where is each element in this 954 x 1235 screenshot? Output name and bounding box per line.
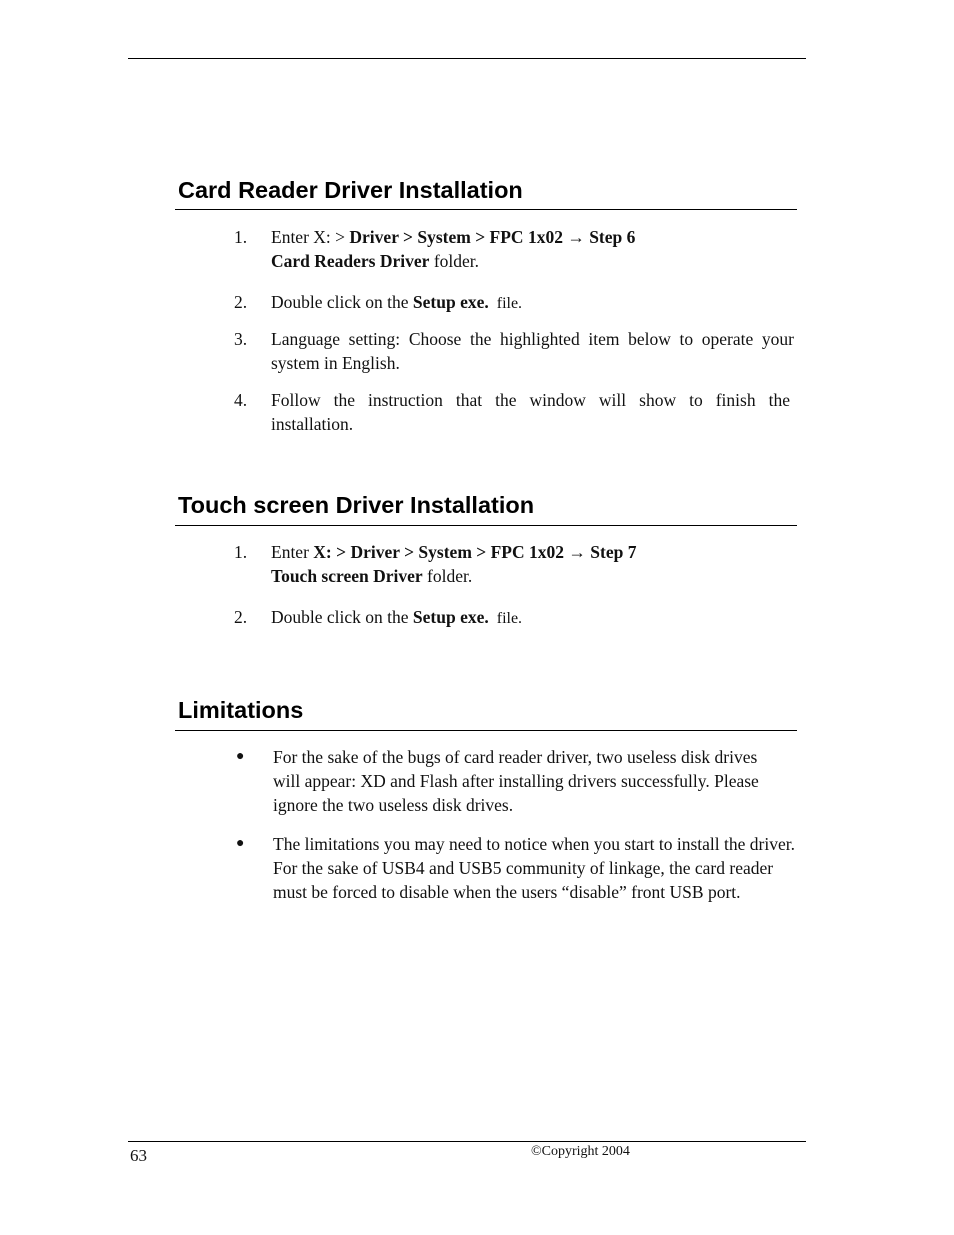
text-segment: file. bbox=[488, 610, 523, 627]
file-name: Setup exe. bbox=[412, 607, 489, 627]
section-title-limitations: Limitations bbox=[178, 697, 304, 723]
text-segment: folder. bbox=[429, 251, 480, 271]
header-rule bbox=[128, 58, 806, 59]
list-text bbox=[271, 540, 636, 588]
footer-rule bbox=[128, 1141, 806, 1142]
path-text: Driver > System > FPC 1x02 → Step 6 bbox=[349, 227, 636, 247]
text-segment: folder. bbox=[422, 566, 473, 586]
section-title-touch-screen: Touch screen Driver Installation bbox=[178, 492, 535, 518]
bullet-text: The limitations you may need to notice when you start to install the driver. For the sake of USB4 and USB5 community of linkage, the card reader must be forced to disable when the users “disable” front USB port. bbox=[273, 834, 795, 902]
bullet-text: For the sake of the bugs of card reader driver, two useless disk drives will appear: XD and Flash after installing drivers successfully. Please ignore the two useless disk drives. bbox=[273, 747, 759, 815]
page-number: 63 bbox=[130, 1146, 147, 1165]
section-rule bbox=[175, 209, 797, 210]
folder-name: Card Readers Driver bbox=[271, 251, 430, 271]
text-segment: Double click on the bbox=[271, 607, 413, 627]
list-text bbox=[271, 225, 635, 273]
list-number: 2. bbox=[234, 292, 248, 312]
list-number: 1. bbox=[234, 542, 248, 562]
bullet-icon: ● bbox=[236, 836, 245, 851]
folder-name: Touch screen Driver bbox=[271, 566, 423, 586]
list-number: 1. bbox=[234, 227, 248, 247]
section-rule bbox=[175, 525, 797, 526]
list-text bbox=[271, 605, 522, 631]
text-segment: file. bbox=[488, 295, 523, 312]
bullet-icon: ● bbox=[236, 749, 245, 764]
list-number: 4. bbox=[234, 390, 248, 410]
section-title-card-reader: Card Reader Driver Installation bbox=[178, 177, 523, 203]
text-segment: Double click on the bbox=[271, 292, 413, 312]
path-text: X: > Driver > System > FPC 1x02 → Step 7 bbox=[313, 542, 637, 562]
file-name: Setup exe. bbox=[412, 292, 489, 312]
text-segment: Enter bbox=[271, 542, 314, 562]
list-text: Follow the instruction that the window will show to finish the installation. bbox=[271, 390, 790, 434]
list-text bbox=[271, 290, 522, 316]
list-text: Language setting: Choose the highlighted item below to operate your system in English. bbox=[271, 329, 794, 373]
copyright-text: ©Copyright 2004 bbox=[531, 1144, 630, 1159]
list-number: 2. bbox=[234, 607, 248, 627]
text-segment: Enter X: > bbox=[271, 227, 350, 247]
section-rule bbox=[175, 730, 797, 731]
list-number: 3. bbox=[234, 329, 248, 349]
